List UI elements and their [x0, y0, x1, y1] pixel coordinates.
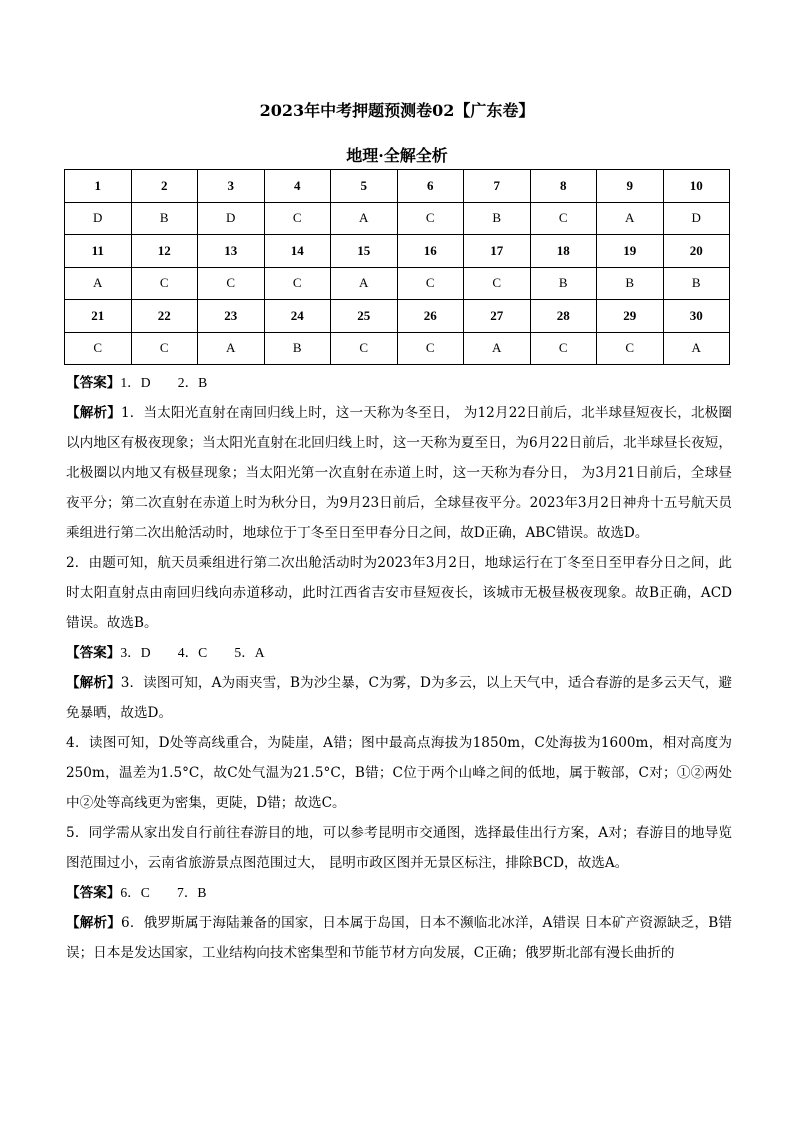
answer-line — [66, 638, 732, 668]
table-cell: 30 — [663, 300, 730, 333]
table-cell: A — [331, 202, 398, 235]
table-cell: C — [331, 332, 398, 365]
analysis-paragraph — [66, 908, 732, 968]
table-cell: 23 — [198, 300, 265, 333]
table-cell: C — [397, 332, 464, 365]
table-cell: A — [331, 267, 398, 300]
table-cell: B — [663, 267, 730, 300]
table-cell: 1 — [65, 170, 132, 203]
table-cell: A — [464, 332, 531, 365]
answer-line — [66, 368, 732, 398]
table-row-answers — [65, 332, 730, 365]
answer-line — [66, 878, 732, 908]
page-subtitle: 地理·全解全析 — [346, 146, 448, 165]
table-cell: A — [663, 332, 730, 365]
table-cell: 16 — [397, 235, 464, 268]
table-cell: C — [397, 202, 464, 235]
table-cell: 3 — [198, 170, 265, 203]
table-cell: 29 — [597, 300, 664, 333]
analysis-text: 2．由题可知，航天员乘组进行第二次出舱活动时为2023年3月2日，地球运行在丁冬至日至甲春分日之间，此时太阳直射点由南回归线向赤道移动，此时江西省吉安市昼短夜长，该城市无极昼极夜现象。故B正确，ACD错误。故选B。 — [66, 555, 732, 631]
table-cell: 28 — [530, 300, 597, 333]
table-cell: C — [198, 267, 265, 300]
table-cell: C — [464, 267, 531, 300]
table-cell: D — [663, 202, 730, 235]
analysis-paragraph — [66, 398, 732, 548]
analysis-paragraph — [66, 728, 732, 818]
table-cell: 8 — [530, 170, 597, 203]
table-cell: 19 — [597, 235, 664, 268]
table-cell: B — [597, 267, 664, 300]
table-cell: 13 — [198, 235, 265, 268]
answer-values: 3．D 4．C 5．A — [120, 645, 265, 660]
table-cell: C — [264, 202, 331, 235]
answer-values: 1．D 2．B — [120, 375, 208, 390]
table-cell: 24 — [264, 300, 331, 333]
table-cell: 7 — [464, 170, 531, 203]
table-row-question-numbers — [65, 170, 730, 203]
analysis-tag: 【解析】 — [66, 405, 121, 421]
analysis-text: 6．俄罗斯属于海陆兼备的国家，日本属于岛国，日本不濒临北冰洋，A错误 日本矿产资源缺乏，B错误；日本是发达国家，工业结构向技术密集型和节能节材方向发展，C正确；俄罗斯北部有漫长曲折的 — [66, 915, 733, 961]
table-cell: 14 — [264, 235, 331, 268]
table-cell: 6 — [397, 170, 464, 203]
table-cell: A — [597, 202, 664, 235]
analysis-tag: 【解析】 — [66, 915, 122, 931]
explanation-body — [66, 368, 732, 968]
table-cell: C — [397, 267, 464, 300]
table-cell: 26 — [397, 300, 464, 333]
table-row-answers — [65, 202, 730, 235]
table-cell: 21 — [65, 300, 132, 333]
table-cell: C — [131, 267, 198, 300]
answer-table — [64, 169, 730, 365]
answer-tag: 【答案】 — [66, 375, 121, 391]
table-cell: C — [530, 202, 597, 235]
table-cell: 15 — [331, 235, 398, 268]
table-cell: 5 — [331, 170, 398, 203]
table-cell: 2 — [131, 170, 198, 203]
answer-values: 6．C 7．B — [120, 885, 207, 900]
table-cell: C — [264, 267, 331, 300]
table-cell: C — [131, 332, 198, 365]
table-row-question-numbers — [65, 235, 730, 268]
table-cell: A — [198, 332, 265, 365]
analysis-tag: 【解析】 — [66, 675, 121, 691]
analysis-paragraph — [66, 668, 732, 728]
table-cell: 11 — [65, 235, 132, 268]
table-cell: B — [530, 267, 597, 300]
table-row-answers — [65, 267, 730, 300]
table-cell: B — [464, 202, 531, 235]
table-cell: 12 — [131, 235, 198, 268]
analysis-text: 3．读图可知，A为雨夹雪，B为沙尘暴，C为雾，D为多云，以上天气中，适合春游的是多云天气，避免暴晒，故选D。 — [66, 675, 732, 721]
analysis-text: 4．读图可知，D处等高线重合，为陡崖，A错；图中最高点海拔为1850m，C处海拔为1600m，相对高度为250m，温差为1.5°C，故C处气温为21.5°C，B错；C位于两个山峰之间的低地，属于鞍部，C对；①②两处中②处等高线更为密集，更陡，D错；故选C。 — [66, 735, 732, 811]
table-cell: 25 — [331, 300, 398, 333]
table-cell: 18 — [530, 235, 597, 268]
table-cell: 17 — [464, 235, 531, 268]
table-cell: B — [264, 332, 331, 365]
table-cell: D — [65, 202, 132, 235]
table-cell: B — [131, 202, 198, 235]
table-cell: 9 — [597, 170, 664, 203]
table-cell: D — [198, 202, 265, 235]
analysis-text: 1．当太阳光直射在南回归线上时，这一天称为冬至日， 为12月22日前后，北半球昼短夜长，北极圈以内地区有极夜现象；当太阳光直射在北回归线上时，这一天称为夏至日，为6月22日前后，北半球昼长夜短，北极圈以内地又有极昼现象；当太阳光第一次直射在赤道上时，这一天称为春分日， 为3月21日前后，全球昼夜平分；第二次直射在赤道上时为秋分日，为9月23日前后，全球昼夜平分。2023年3月2日神舟十五号航天员乘组进行第二次出舱活动时，地球位于丁冬至日至甲春分日之间，故D正确，ABC错误。故选D。 — [66, 405, 733, 541]
answer-tag: 【答案】 — [66, 645, 121, 661]
table-cell: 20 — [663, 235, 730, 268]
table-cell: A — [65, 267, 132, 300]
table-cell: C — [65, 332, 132, 365]
analysis-paragraph — [66, 548, 732, 638]
page-title: 2023年中考押题预测卷02【广东卷】 — [259, 101, 535, 120]
table-row-question-numbers — [65, 300, 730, 333]
table-cell: 4 — [264, 170, 331, 203]
answer-tag: 【答案】 — [66, 885, 121, 901]
table-cell: C — [597, 332, 664, 365]
analysis-paragraph — [66, 818, 732, 878]
table-cell: 10 — [663, 170, 730, 203]
table-cell: 27 — [464, 300, 531, 333]
table-cell: 22 — [131, 300, 198, 333]
table-cell: C — [530, 332, 597, 365]
analysis-text: 5．同学需从家出发自行前往春游目的地，可以参考昆明市交通图，选择最佳出行方案，A对；春游目的地导览图范围过小，云南省旅游景点图范围过大， 昆明市政区图并无景区标注，排除BCD，故选A。 — [66, 825, 732, 871]
